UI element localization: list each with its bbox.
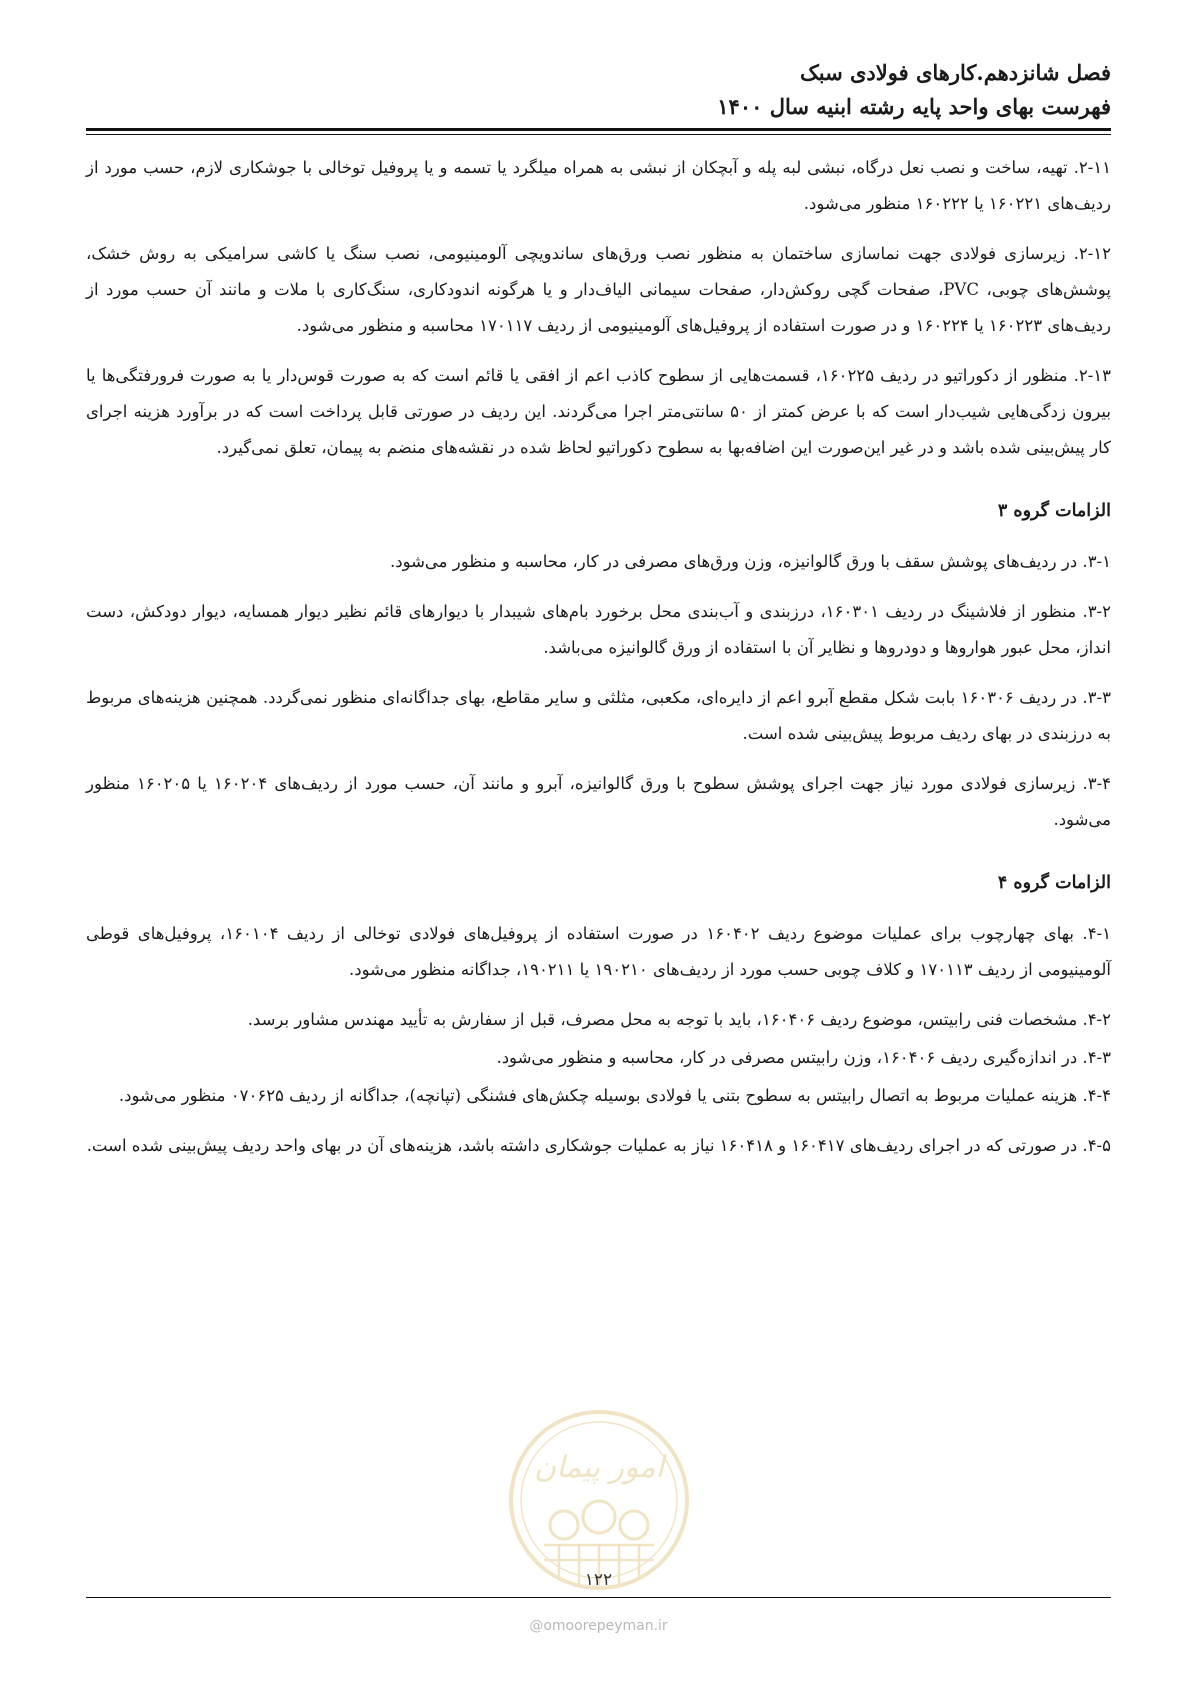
clause-3-2: ۳-۲. منظور از فلاشینگ در ردیف ۱۶۰۳۰۱، درزبندی و آب‌بندی محل برخورد بام‌های شیبدار با دیوارهای قائم نظیر دیوار همسایه، دیوار دودکش، دست انداز، محل عبور هواروها و دودروها و نظایر آن با استفاده از ورق گالوانیزه می‌باشد. xyxy=(86,602,1111,657)
section-group-4 xyxy=(86,868,1111,1164)
clause-4-1: ۴-۱. بهای چهارچوب برای عملیات موضوع ردیف ۱۶۰۴۰۲ در صورت استفاده از پروفیل‌های فولادی توخالی از ردیف ۱۶۰۱۰۴، پروفیل‌های قوطی آلومینیومی از ردیف ۱۷۰۱۱۳ و کلاف چوبی حسب مورد از ردیف‌های ۱۹۰۲۱۰ یا ۱۹۰۲۱۱، جداگانه منظور می‌شود. xyxy=(86,924,1111,979)
footer-rule xyxy=(86,1597,1111,1598)
section-group-3 xyxy=(86,496,1111,838)
section-heading-group-4: الزامات گروه ۴ xyxy=(997,873,1111,893)
page-header xyxy=(86,56,1111,124)
document-page xyxy=(86,0,1111,1685)
clause-2-13: ۲-۱۳. منظور از دکوراتیو در ردیف ۱۶۰۲۲۵، قسمت‌هایی از سطوح کاذب اعم از افقی یا قائم است که به صورت قوس‌دار یا به صورت فرورفتگی‌ها یا بیرون زدگی‌هایی شیب‌دار است که با عرض کمتر از ۵۰ سانتی‌متر اجرا می‌گردند. این ردیف در صورتی قابل پرداخت است که در برآورد هزینه اجرای کار پیش‌بینی شده باشد و در غیر این‌صورت این اضافه‌بها به سطوح دکوراتیو لحاظ شده در نقشه‌های منضم به پیمان، تعلق نمی‌گیرد. xyxy=(86,366,1112,457)
svg-text:امور پیمان: امور پیمان xyxy=(534,1450,664,1485)
document-body xyxy=(86,150,1111,1178)
clause-4-4: ۴-۴. هزینه عملیات مربوط به اتصال رابیتس به سطوح بتنی یا فولادی بوسیله چکش‌های فشنگی (تپانچه)، جداگانه از ردیف ۰۷۰۶۲۵ منظور می‌شود. xyxy=(118,1086,1111,1105)
clause-4-5: ۴-۵. در صورتی که در اجرای ردیف‌های ۱۶۰۴۱۷ و ۱۶۰۴۱۸ نیاز به عملیات جوشکاری داشته باشد، هزینه‌های آن در بهای واحد ردیف پیش‌بینی شده است. xyxy=(86,1136,1111,1155)
header-rule-thick xyxy=(86,128,1111,131)
page-number: ۱۲۲ xyxy=(584,1570,613,1590)
header-rule-thin xyxy=(86,134,1111,135)
chapter-title: فصل شانزدهم.کارهای فولادی سبک xyxy=(799,60,1111,85)
clause-2-11: ۲-۱۱. تهیه، ساخت و نصب نعل درگاه، نبشی لبه پله و آبچکان از نبشی به همراه میلگرد یا تسمه و یا پروفیل توخالی با جوشکاری لازم، حسب مورد از ردیف‌های ۱۶۰۲۲۱ یا ۱۶۰۲۲۲ منظور می‌شود. xyxy=(86,158,1111,213)
clause-3-3: ۳-۳. در ردیف ۱۶۰۳۰۶ بابت شکل مقطع آبرو اعم از دایره‌ای، مکعبی، مثلثی و سایر مقاطع، بهای جداگانه‌ای منظور نمی‌گردد. همچنین هزینه‌های مربوط به درزبندی در بهای ردیف مربوط پیش‌بینی شده است. xyxy=(86,688,1111,743)
clause-2-12: ۲-۱۲. زیرسازی فولادی جهت نماسازی ساختمان به منظور نصب ورق‌های ساندویچی آلومینیومی، نصب سنگ یا کاشی سرامیکی به روش خشک، پوشش‌های چوبی، PVC، صفحات گچی روکش‌دار، صفحات سیمانی الیاف‌دار و یا هرگونه اندودکاری، سنگ‌کاری با ملات و مانند آن حسب مورد از ردیف‌های ۱۶۰۲۲۳ یا ۱۶۰۲۲۴ و در صورت استفاده از پروفیل‌های آلومینیومی از ردیف ۱۷۰۱۱۷ محاسبه و منظور می‌شود. xyxy=(86,244,1111,335)
section-group-2-continued xyxy=(86,150,1111,466)
clause-3-4: ۳-۴. زیرسازی فولادی مورد نیاز جهت اجرای پوشش سطوح با ورق گالوانیزه، آبرو و مانند آن، حسب مورد از ردیف‌های ۱۶۰۲۰۴ یا ۱۶۰۲۰۵ منظور می‌شود. xyxy=(86,774,1112,829)
price-list-title: فهرست بهای واحد پایه رشته ابنیه سال ۱۴۰۰ xyxy=(717,94,1111,119)
clause-4-2: ۴-۲. مشخصات فنی رابیتس، موضوع ردیف ۱۶۰۴۰۶، باید با توجه به محل مصرف، قبل از سفارش به تأیید مهندس مشاور برسد. xyxy=(247,1010,1111,1029)
section-heading-group-3: الزامات گروه ۳ xyxy=(997,501,1111,521)
watermark-url: @omoorepeyman.ir xyxy=(529,1618,668,1634)
clause-4-3: ۴-۳. در اندازه‌گیری ردیف ۱۶۰۴۰۶، وزن رابیتس مصرفی در کار، محاسبه و منظور می‌شود. xyxy=(496,1048,1111,1067)
clause-3-1: ۳-۱. در ردیف‌های پوشش سقف با ورق گالوانیزه، وزن ورق‌های مصرفی در کار، محاسبه و منظور می‌شود. xyxy=(389,552,1111,571)
